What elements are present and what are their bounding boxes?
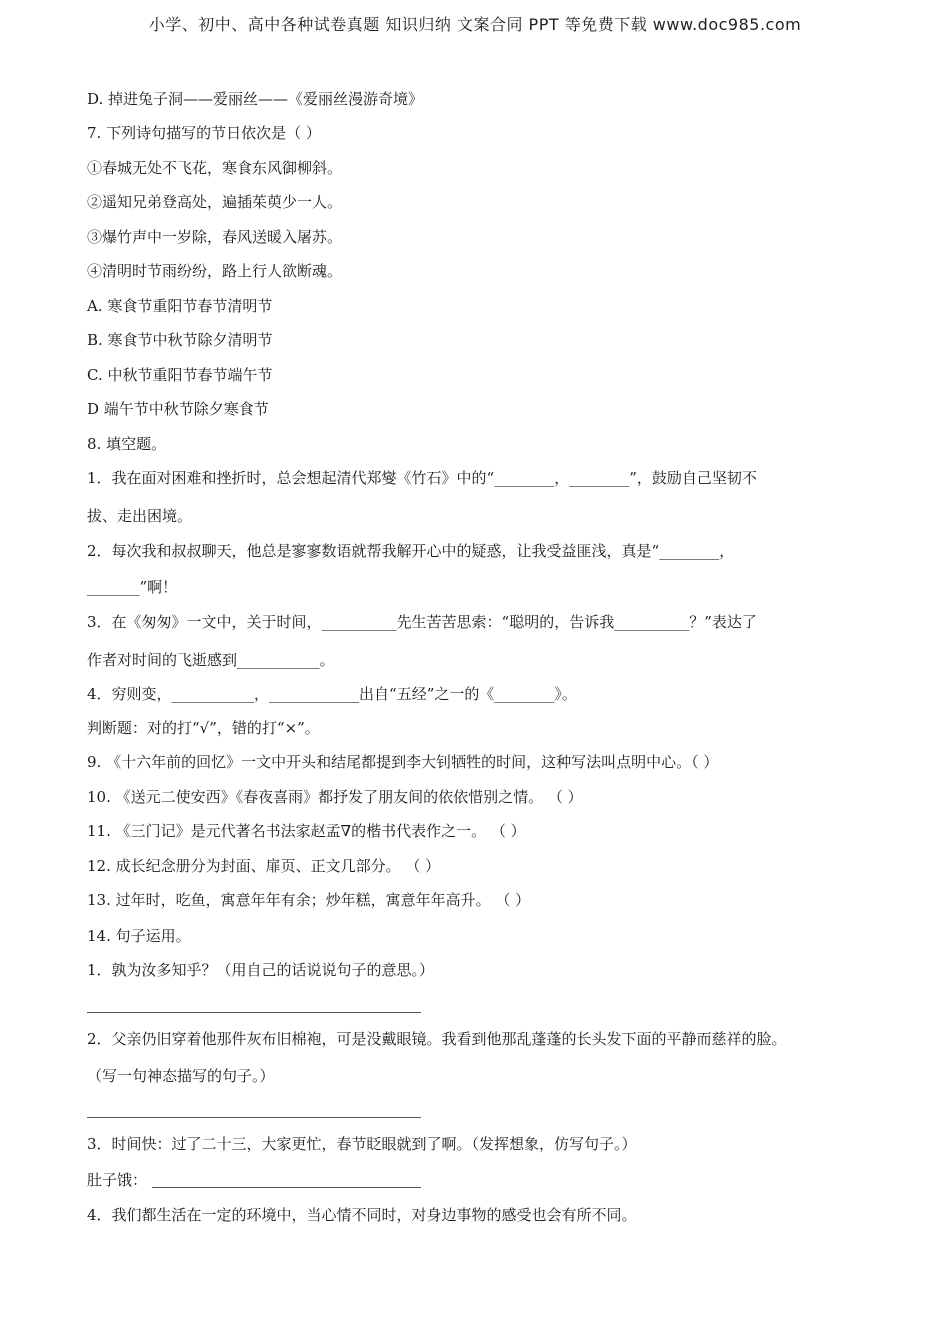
poem-line-4: ④清明时节雨纷纷，路上行人欲断魂。 — [87, 262, 343, 280]
poem-line-3: ③爆竹声中一岁除，春风送暖入屠苏。 — [87, 228, 343, 246]
fill-4: 4．穷则变，___________，____________出自“五经”之一的《________》。 — [87, 685, 577, 703]
question-12: 12. 成长纪念册分为封面、扉页、正文几部分。 （ ） — [87, 857, 441, 875]
poem-line-1: ①春城无处不飞花，寒食东风御柳斜。 — [87, 159, 343, 177]
option-d: D 端午节中秋节除夕寒食节 — [87, 400, 269, 418]
sentence-2: 2．父亲仍旧穿着他那件灰布旧棉袍，可是没戴眼镜。我看到他那乱蓬蓬的长头发下面的平静而慈祥的脸。 — [87, 1030, 787, 1048]
fill-1-cont: 拔、走出困境。 — [87, 507, 193, 525]
answer-line-1 — [87, 1012, 421, 1013]
question-9: 9. 《十六年前的回忆》一文中开头和结尾都提到李大钊牺牲的时间，这种写法叫点明中心。（ ） — [87, 753, 719, 771]
option-a: A. 寒食节重阳节春节清明节 — [87, 297, 273, 315]
question-14: 14. 句子运用。 — [87, 927, 191, 945]
option-d-q6: D. 掉进兔子洞——爱丽丝——《爱丽丝漫游奇境》 — [87, 90, 424, 108]
option-b: B. 寒食节中秋节除夕清明节 — [87, 331, 273, 349]
sentence-2-cont: （写一句神态描写的句子。） — [87, 1067, 275, 1085]
question-13: 13. 过年时，吃鱼，寓意年年有余；炒年糕，寓意年年高升。 （ ） — [87, 891, 531, 909]
question-8: 8. 填空题。 — [87, 435, 167, 453]
page-header: 小学、初中、高中各种试卷真题 知识归纳 文案合同 PPT 等免费下载 www.doc985.com — [148, 15, 802, 34]
question-11: 11. 《三门记》是元代著名书法家赵孟∇的楷书代表作之一。 （ ） — [87, 822, 526, 840]
answer-line-2 — [87, 1117, 421, 1118]
sentence-1: 1．孰为汝多知乎？（用自己的话说说句子的意思。） — [87, 961, 435, 979]
sentence-4: 4．我们都生活在一定的环境中，当心情不同时，对身边事物的感受也会有所不同。 — [87, 1206, 637, 1224]
sentence-3: 3．时间快：过了二十三，大家更忙，春节眨眼就到了啊。（发挥想象，仿写句子。） — [87, 1135, 637, 1153]
poem-line-2: ②遥知兄弟登高处，遍插茱萸少一人。 — [87, 193, 343, 211]
sentence-3-prompt: 肚子饿： — [87, 1171, 148, 1189]
fill-2-cont: _______”啊！ — [87, 578, 178, 596]
fill-2: 2．每次我和叔叔聊天，他总是寥寥数语就帮我解开心中的疑惑，让我受益匪浅，真是“________， — [87, 542, 735, 560]
fill-3-cont: 作者对时间的飞逝感到___________。 — [87, 651, 335, 669]
fill-3: 3．在《匆匆》一文中，关于时间，__________先生苦苦思索：“聪明的，告诉我__________？”表达了 — [87, 613, 757, 631]
fill-1: 1．我在面对困难和挫折时，总会想起清代郑燮《竹石》中的“________，________”，鼓励自己坚韧不 — [87, 469, 757, 487]
option-c: C. 中秋节重阳节春节端午节 — [87, 366, 273, 384]
judge-instructions: 判断题：对的打“√”，错的打“×”。 — [87, 719, 320, 737]
answer-line-3 — [152, 1187, 421, 1188]
question-7: 7. 下列诗句描写的节日依次是（ ） — [87, 124, 321, 142]
question-10: 10. 《送元二使安西》《春夜喜雨》都抒发了朋友间的依依惜别之情。 （ ） — [87, 788, 583, 806]
